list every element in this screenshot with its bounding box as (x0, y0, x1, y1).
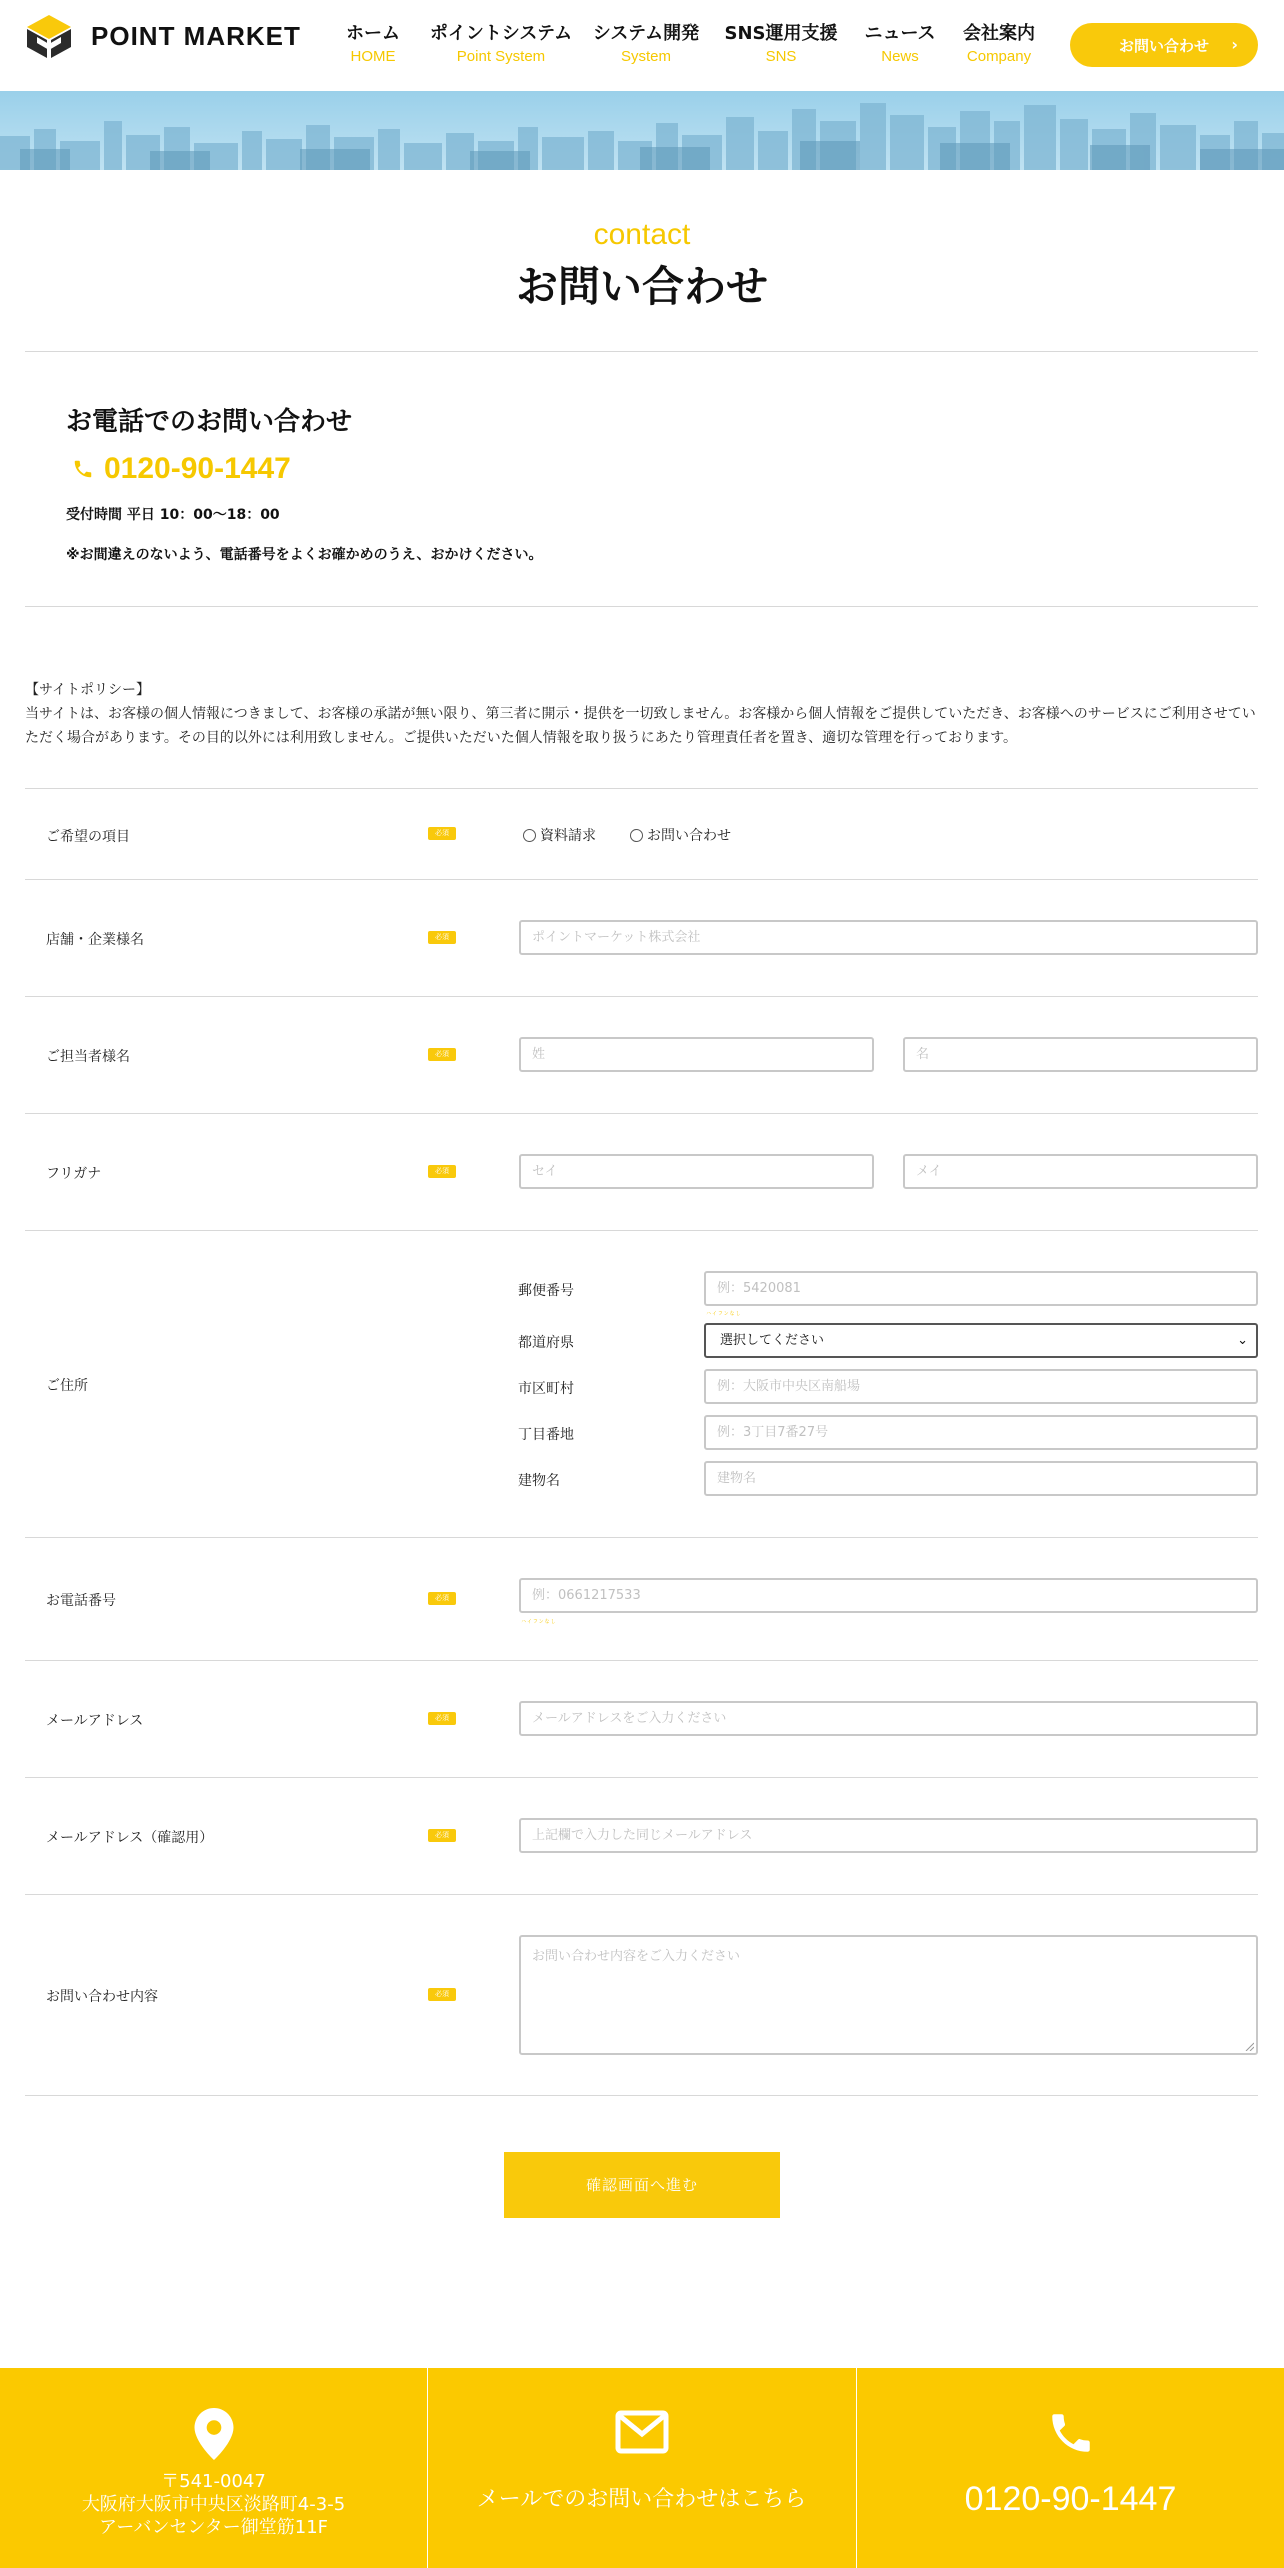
footer-mail-text: メールでのお問い合わせはこちら (476, 2487, 807, 2512)
nav-company[interactable] (963, 22, 1035, 68)
radio-inquiry[interactable] (630, 825, 731, 845)
company-input[interactable]: ポイントマーケット株式会社 (519, 920, 1258, 955)
footer-tel-link[interactable] (857, 2368, 1284, 2568)
form-row-divider (25, 788, 1258, 789)
form-row-divider (25, 2095, 1258, 2096)
email-confirm-label: メールアドレス（確認用） (46, 1830, 214, 1846)
last-name-input[interactable]: 姓 (519, 1037, 874, 1072)
form-row-divider (25, 996, 1258, 997)
prefecture-label: 都道府県 (518, 1335, 574, 1351)
required-badge: 必須 (428, 1829, 456, 1842)
nav-system-label: システム開発 (592, 23, 700, 44)
site-policy-title: 【サイトポリシー】 (25, 682, 151, 698)
phone-input[interactable]: 例：0661217533 (519, 1578, 1258, 1613)
building-label: 建物名 (518, 1473, 560, 1489)
page-title-en: contact (593, 218, 691, 251)
footer-mail-link[interactable] (428, 2368, 855, 2568)
nav-point-system-label: ポイントシステム (429, 23, 573, 44)
message-placeholder: お問い合わせ内容をご入力ください (532, 1949, 741, 1964)
nav-sns-sublabel: SNS (765, 48, 797, 65)
logo-text: POINT MARKET (91, 20, 301, 51)
footer-address-line: 〒541-0047 (161, 2471, 266, 2492)
hero-banner (0, 91, 1284, 170)
header-contact-button[interactable] (1070, 23, 1258, 67)
first-name-input[interactable]: 名 (903, 1037, 1258, 1072)
first-name-kana-input[interactable]: メイ (903, 1154, 1258, 1189)
phone-number-text: 0120-90-1447 (104, 452, 291, 485)
phone-label: お電話番号 (46, 1593, 116, 1609)
footer-tel-number: 0120-90-1447 (964, 2480, 1177, 2518)
phone-number-link[interactable] (72, 452, 291, 486)
contact-footer (0, 2368, 1284, 2568)
form-row-divider (25, 1537, 1258, 1538)
required-badge: 必須 (428, 1165, 456, 1178)
form-row-divider (25, 1894, 1258, 1895)
interest-label: ご希望の項目 (46, 829, 130, 845)
radio-circle[interactable] (523, 829, 536, 842)
chevron-right-icon: › (1231, 35, 1238, 54)
phone-hint: ハイフンなし (521, 1619, 557, 1625)
chevron-down-icon: ⌄ (1237, 1333, 1248, 1348)
required-badge: 必須 (428, 1048, 456, 1061)
message-label: お問い合わせ内容 (46, 1989, 158, 2005)
page-title: お問い合わせ (515, 262, 768, 311)
contact-person-label: ご担当者様名 (46, 1049, 130, 1065)
nav-point-system[interactable] (430, 22, 572, 68)
divider (25, 606, 1258, 607)
nav-home-sublabel: HOME (350, 48, 396, 65)
phone-icon (72, 457, 94, 481)
required-badge: 必須 (428, 1988, 456, 2001)
company-label: 店舗・企業様名 (46, 932, 144, 948)
address-label: ご住所 (46, 1378, 88, 1394)
footer-address (0, 2368, 427, 2568)
last-name-kana-input[interactable]: セイ (519, 1154, 874, 1189)
phone-section-heading: お電話でのお問い合わせ (66, 407, 353, 437)
footer-address-line: 大阪府大阪市中央区淡路町4-3-5 (81, 2494, 346, 2515)
message-textarea[interactable] (519, 1935, 1258, 2055)
form-row-divider (25, 1660, 1258, 1661)
form-row-divider (25, 1230, 1258, 1231)
radio-label: お問い合わせ (647, 828, 731, 844)
required-badge: 必須 (428, 1712, 456, 1725)
building-input[interactable]: 建物名 (704, 1461, 1258, 1496)
nav-news-sublabel: News (881, 48, 919, 65)
form-row-divider (25, 1777, 1258, 1778)
street-label: 丁目番地 (518, 1427, 574, 1443)
radio-circle[interactable] (630, 829, 643, 842)
email-label: メールアドレス (46, 1713, 144, 1729)
nav-system-sublabel: System (620, 48, 672, 65)
mail-icon (615, 2410, 669, 2454)
email-input[interactable]: メールアドレスをご入力ください (519, 1701, 1258, 1736)
nav-home-label: ホーム (346, 23, 400, 44)
furigana-label: フリガナ (46, 1166, 102, 1182)
phone-note: ※お間違えのないよう、電話番号をよくお確かめのうえ、おかけください。 (66, 547, 543, 563)
map-pin-icon (194, 2408, 234, 2460)
street-input[interactable]: 例：3丁目7番27号 (704, 1415, 1258, 1450)
prefecture-selected-value: 選択してください (720, 1333, 825, 1348)
nav-sns-label: SNS運用支援 (724, 23, 838, 44)
nav-system[interactable] (593, 22, 699, 68)
site-policy-body: 当サイトは、お客様の個人情報につきまして、お客様の承諾が無い限り、第三者に開示・提供を一切致しません。お客様から個人情報をご提供していただき、お客様へのサービスにご利用させていただく場合があります。その目的以外には利用致しません。ご提供いただいた個人情報を取り扱うにあたり管理責任者を置き、適切な管理を行っております。 (25, 706, 1256, 746)
required-badge: 必須 (428, 1592, 456, 1605)
site-header (0, 0, 1284, 91)
form-row-divider (25, 1113, 1258, 1114)
nav-news[interactable] (864, 22, 935, 68)
form-row-divider (25, 879, 1258, 880)
resize-handle-icon[interactable] (1244, 2041, 1254, 2051)
postal-code-label: 郵便番号 (518, 1283, 574, 1299)
radio-label: 資料請求 (540, 828, 596, 844)
required-badge: 必須 (428, 827, 456, 840)
footer-address-line: アーバンセンター御堂筋11F (98, 2517, 329, 2538)
nav-company-label: 会社案内 (963, 23, 1035, 44)
radio-document-request[interactable] (523, 825, 596, 845)
phone-icon (1046, 2408, 1096, 2458)
divider (25, 351, 1258, 352)
nav-news-label: ニュース (864, 23, 936, 44)
nav-point-system-sublabel: Point System (456, 48, 546, 65)
nav-company-sublabel: Company (966, 48, 1032, 65)
required-badge: 必須 (428, 931, 456, 944)
phone-hours: 受付時間 平日 10：00～18：00 (66, 507, 280, 523)
city-skyline-image (0, 91, 1284, 170)
postal-code-hint: ハイフンなし (706, 1311, 742, 1317)
city-label: 市区町村 (518, 1381, 574, 1397)
header-contact-button-label: お問い合わせ (1118, 36, 1209, 55)
confirm-button[interactable]: 確認画面へ進む (504, 2152, 780, 2218)
nav-sns[interactable] (725, 22, 838, 68)
email-confirm-input[interactable]: 上記欄で入力した同じメールアドレス (519, 1818, 1258, 1853)
prefecture-select[interactable] (704, 1323, 1258, 1358)
nav-home[interactable] (346, 22, 400, 68)
city-input[interactable]: 例：大阪市中央区南船場 (704, 1369, 1258, 1404)
postal-code-input[interactable]: 例：5420081 (704, 1271, 1258, 1306)
site-policy (25, 678, 1259, 750)
